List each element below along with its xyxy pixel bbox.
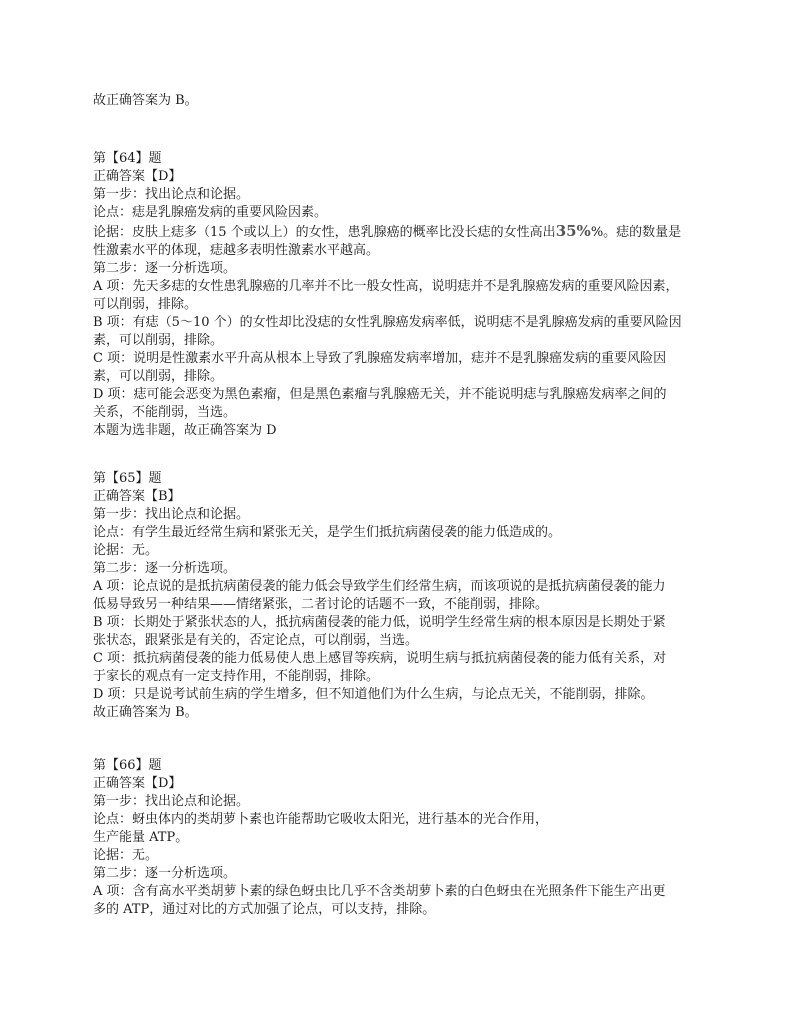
option-c-line-2: 素，可以削弱，排除。 (93, 369, 224, 384)
question-title: 第【65】题 (93, 471, 162, 486)
claim-line-2: 生产能量 ATP。 (93, 830, 189, 845)
option-a-line-1: A 项：含有高水平类胡萝卜素的绿色蚜虫比几乎不含类胡萝卜素的白色蚜虫在光照条件下能生产出更 (93, 884, 666, 899)
step-one: 第一步：找出论点和论据。 (93, 507, 250, 522)
step-two: 第二步：逐一分析选项。 (93, 561, 237, 576)
option-d-line-2: 关系，不能削弱，当选。 (93, 405, 237, 420)
conclusion: 本题为选非题，故正确答案为 D (93, 423, 277, 438)
question-title: 第【66】题 (93, 758, 162, 773)
evidence: 论据：无。 (93, 543, 159, 558)
option-c-line-1: C 项：抵抗病菌侵袭的能力低易使人患上感冒等疾病，说明生病与抵抗病菌侵袭的能力低有关系，对 (93, 651, 667, 666)
claim-line-1: 论点：蚜虫体内的类胡萝卜素也许能帮助它吸收太阳光，进行基本的光合作用， (93, 812, 549, 827)
option-d-line-1: D 项：只是说考试前生病的学生增多，但不知道他们为什么生病，与论点无关，不能削弱，排除。 (93, 687, 654, 702)
step-one: 第一步：找出论点和论据。 (93, 794, 250, 809)
step-one: 第一步：找出论点和论据。 (93, 187, 250, 202)
previous-conclusion: 故正确答案为 B。 (93, 93, 198, 108)
claim: 论点：有学生最近经常生病和紧张无关，是学生们抵抗病菌侵袭的能力低造成的。 (93, 525, 562, 540)
claim: 论点：痣是乳腺癌发病的重要风险因素。 (93, 205, 328, 220)
evidence-percent: 35% (555, 222, 591, 240)
option-a-line-1: A 项：论点说的是抵抗病菌侵袭的能力低会导致学生们经常生病，而该项说的是抵抗病菌侵袭的能力 (93, 579, 666, 594)
question-65 (93, 470, 713, 722)
option-a-line-1: A 项：先天多痣的女性患乳腺癌的几率并不比一般女性高，说明痣并不是乳腺癌发病的重要风险因素， (93, 279, 679, 294)
option-a-line-2: 低易导致另一种结果——情绪紧张，二者讨论的话题不一致，不能削弱，排除。 (93, 597, 549, 612)
step-two: 第二步：逐一分析选项。 (93, 261, 237, 276)
evidence-line-1 (93, 222, 713, 242)
option-b-line-1: B 项：长期处于紧张状态的人，抵抗病菌侵袭的能力低，说明学生经常生病的根本原因是长期处于紧 (93, 615, 666, 630)
step-two: 第二步：逐一分析选项。 (93, 866, 237, 881)
option-b-line-1: B 项：有痣（5～10 个）的女性却比没痣的女性乳腺癌发病率低，说明痣不是乳腺癌发病的重要风险因 (93, 315, 682, 330)
evidence-text: 论据：皮肤上痣多（15 个或以上）的女性，患乳腺癌的概率比没长痣的女性高出 (93, 225, 556, 240)
option-d-line-1: D 项：痣可能会恶变为黑色素瘤，但是黑色素瘤与乳腺癌无关，并不能说明痣与乳腺癌发病率之间的 (93, 387, 667, 402)
option-c-line-2: 于家长的观点有一定支持作用，不能削弱，排除。 (93, 669, 380, 684)
evidence: 论据：无。 (93, 848, 159, 863)
conclusion: 故正确答案为 B。 (93, 705, 198, 720)
question-66 (93, 757, 713, 919)
evidence-line-2: 性激素水平的体现，痣越多表明性激素水平越高。 (93, 243, 380, 258)
evidence-text-tail: %。痣的数量是 (590, 225, 682, 240)
option-b-line-2: 张状态，跟紧张是有关的，否定论点，可以削弱，当选。 (93, 633, 419, 648)
option-b-line-2: 素，可以削弱，排除。 (93, 333, 224, 348)
previous-question-tail (93, 92, 713, 110)
option-a-line-2: 可以削弱，排除。 (93, 297, 198, 312)
correct-answer: 正确答案【B】 (93, 489, 181, 504)
option-c-line-1: C 项：说明是性激素水平升高从根本上导致了乳腺癌发病率增加，痣并不是乳腺癌发病的重要风险因 (93, 351, 667, 366)
option-a-line-2: 多的 ATP，通过对比的方式加强了论点，可以支持，排除。 (93, 902, 436, 917)
question-64 (93, 150, 713, 440)
correct-answer: 正确答案【D】 (93, 776, 182, 791)
correct-answer: 正确答案【D】 (93, 169, 182, 184)
question-title: 第【64】题 (93, 151, 162, 166)
